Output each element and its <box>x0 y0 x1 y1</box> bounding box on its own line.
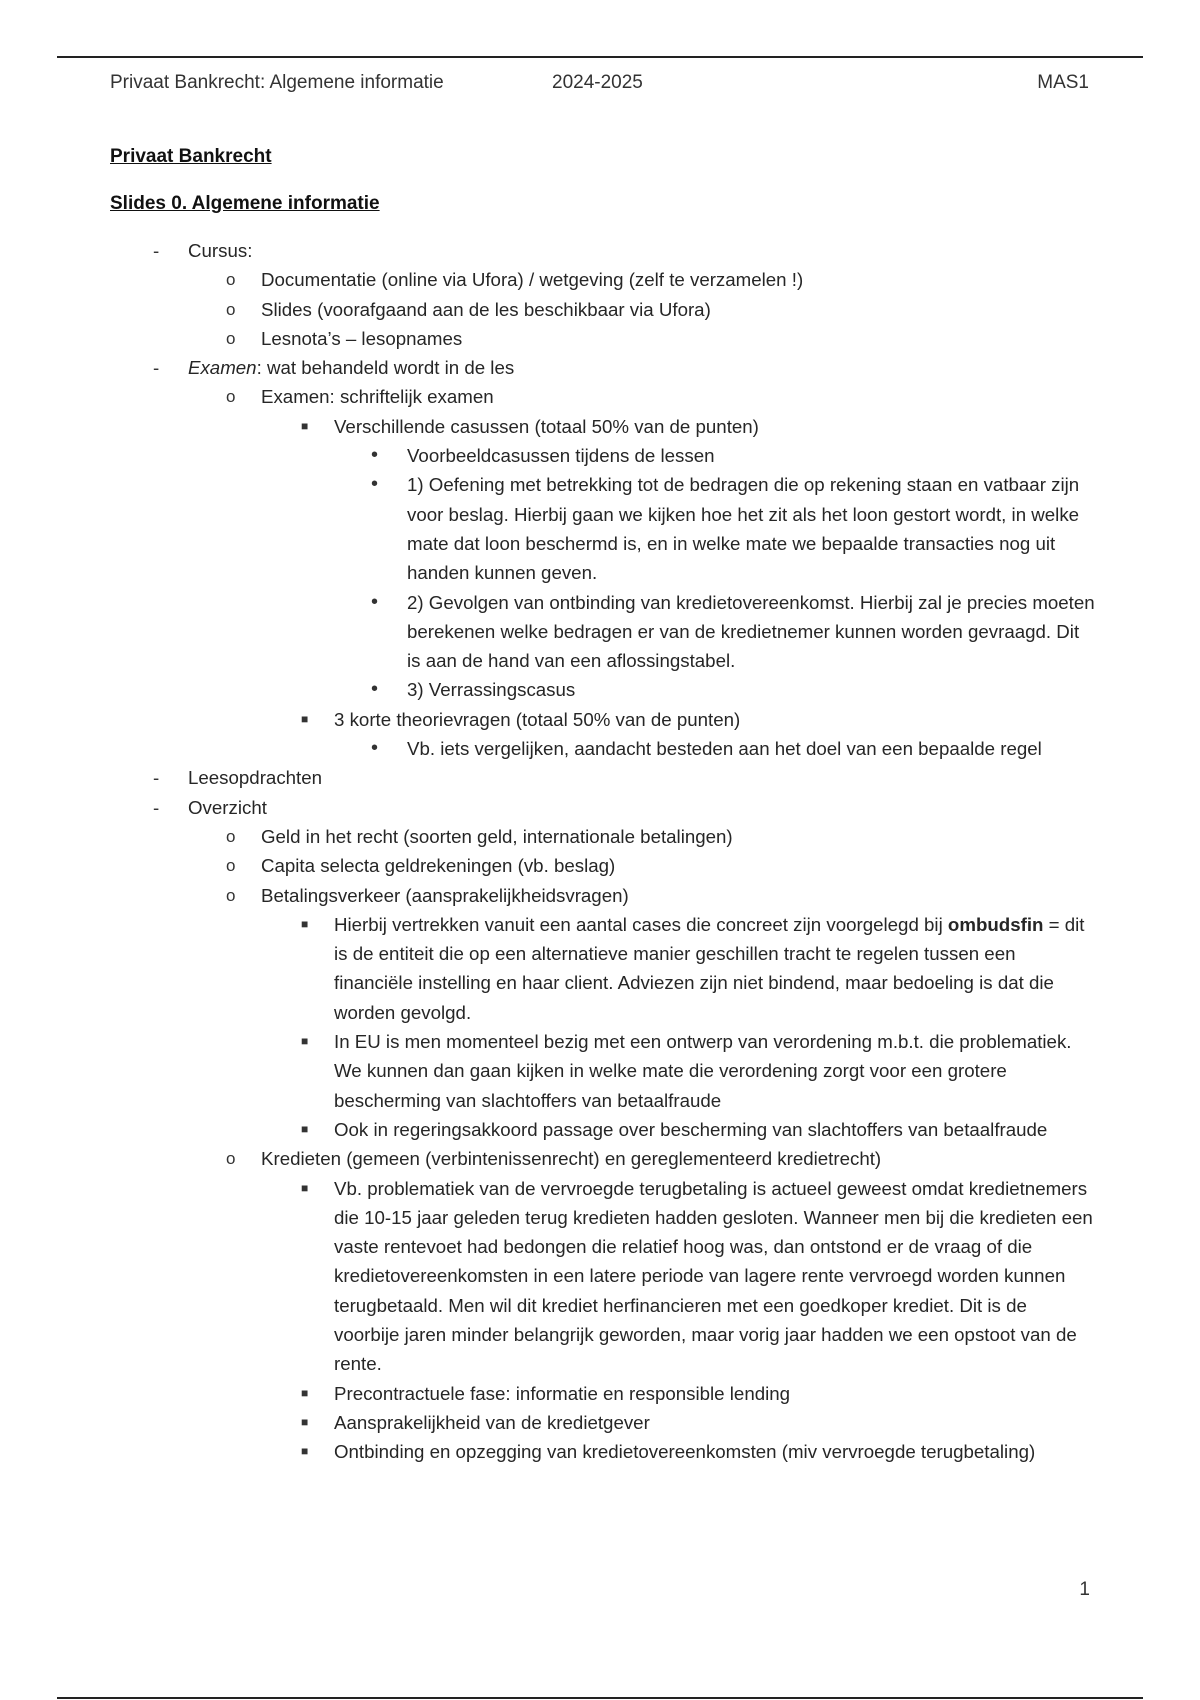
circle-bullet: o <box>226 885 236 905</box>
header-rule <box>57 56 1143 58</box>
square-bullet: ■ <box>301 1444 309 1459</box>
dash-bullet: - <box>153 240 160 261</box>
dash-bullet: - <box>153 796 160 818</box>
list-item: ■ Verschillende casussen (totaal 50% van de punten) <box>110 412 1095 441</box>
list-item: ■ Ook in regeringsakkoord passage over bescherming van slachtoffers van betaalfraude <box>110 1115 1095 1144</box>
list-item: o Documentatie (online via Ufora) / wetgeving (zelf te verzamelen !) <box>110 265 1095 294</box>
list-item: ■ Hierbij vertrekken vanuit een aantal cases die concreet zijn voorgelegd bij ombudsfin = dit is de entiteit die op een alternatieve manier geschillen tracht te regelen tussen een financiële instelling en haar client. Adviezen zijn niet bindend, maar bedoeling is dat die worden gevolgd. <box>110 910 1095 1027</box>
dash-bullet: - <box>153 357 160 379</box>
list-item: • 1) Oefening met betrekking tot de bedragen die op rekening staan en vatbaar zijn voor beslag. Hierbij gaan we kijken hoe het zit als het loon gestort wordt, in welke mate dat loon beschermd is, en in welke mate we bepaalde transacties nog uit handen kunnen geven. <box>110 470 1095 587</box>
list-item: o Lesnota’s – lesopnames <box>110 324 1095 353</box>
circle-bullet: o <box>226 1149 236 1169</box>
square-bullet: ■ <box>301 1180 309 1195</box>
document-title: Privaat Bankrecht <box>110 146 272 167</box>
list-item: o Slides (voorafgaand aan de les beschikbaar via Ufora) <box>110 295 1095 324</box>
header-course-code: MAS1 <box>1037 72 1089 93</box>
list-item: • Voorbeeldcasussen tijdens de lessen <box>110 441 1095 470</box>
circle-bullet: o <box>226 387 236 407</box>
circle-bullet: o <box>226 299 236 319</box>
list-item: - Cursus: <box>110 236 1095 265</box>
list-item: ■ Vb. problematiek van de vervroegde terugbetaling is actueel geweest omdat kredietnemers die 10-15 jaar geleden terug kredieten hadden gesloten. Wanneer men bij die kredieten een vaste rentevoet had bedongen die relatief hoog was, dan ontstond er de vraag of die kredietovereenkomsten in een latere periode van lagere rente vervroegd worden kunnen terugbetaald. Men wil dit krediet herfinancieren met een goedkoper krediet. Dit is de voorbije jaren minder belangrijk geworden, maar vorig jaar hadden we een opstoot van de rente. <box>110 1174 1095 1379</box>
list-item: • 3) Verrassingscasus <box>110 675 1095 704</box>
square-bullet: ■ <box>301 1414 309 1429</box>
square-bullet: ■ <box>301 711 309 726</box>
dot-bullet: • <box>371 678 379 701</box>
circle-bullet: o <box>226 856 236 876</box>
list-item: o Kredieten (gemeen (verbintenissenrecht) en gereglementeerd kredietrecht) <box>110 1144 1095 1173</box>
list-item: ■ Precontractuele fase: informatie en responsible lending <box>110 1379 1095 1408</box>
list-item: ■ 3 korte theorievragen (totaal 50% van de punten) <box>110 705 1095 734</box>
list-item: - Examen: wat behandeld wordt in de les <box>110 353 1095 382</box>
document-body <box>110 236 1095 1466</box>
dot-bullet: • <box>371 473 379 496</box>
list-item: ■ In EU is men momenteel bezig met een ontwerp van verordening m.b.t. die problematiek. We kunnen dan gaan kijken in welke mate die verordening zorgt voor een grotere bescherming van slachtoffers van betaalfraude <box>110 1027 1095 1115</box>
square-bullet: ■ <box>301 1034 309 1049</box>
dot-bullet: • <box>371 737 379 760</box>
square-bullet: ■ <box>301 1385 309 1400</box>
list-item: o Examen: schriftelijk examen <box>110 382 1095 411</box>
dash-bullet: - <box>153 767 160 789</box>
list-item: ■ Ontbinding en opzegging van kredietovereenkomsten (miv vervroegde terugbetaling) <box>110 1437 1095 1466</box>
dot-bullet: • <box>371 590 379 613</box>
square-bullet: ■ <box>301 418 309 433</box>
footer-rule <box>57 1697 1143 1699</box>
list-item: - Leesopdrachten <box>110 763 1095 792</box>
page-number: 1 <box>1079 1579 1090 1600</box>
list-item: ■ Aansprakelijkheid van de kredietgever <box>110 1408 1095 1437</box>
section-heading: Slides 0. Algemene informatie <box>110 193 380 214</box>
circle-bullet: o <box>226 826 236 846</box>
list-item: o Geld in het recht (soorten geld, internationale betalingen) <box>110 822 1095 851</box>
dot-bullet: • <box>371 444 379 467</box>
circle-bullet: o <box>226 328 236 348</box>
list-item: - Overzicht <box>110 793 1095 822</box>
list-item: o Betalingsverkeer (aansprakelijkheidsvragen) <box>110 881 1095 910</box>
header-title: Privaat Bankrecht: Algemene informatie <box>110 72 444 93</box>
square-bullet: ■ <box>301 1121 309 1136</box>
circle-bullet: o <box>226 270 236 290</box>
square-bullet: ■ <box>301 916 309 931</box>
list-item: • Vb. iets vergelijken, aandacht besteden aan het doel van een bepaalde regel <box>110 734 1095 763</box>
header-year: 2024-2025 <box>552 72 643 93</box>
list-item: • 2) Gevolgen van ontbinding van kredietovereenkomst. Hierbij zal je precies moeten berekenen welke bedragen er van de kredietnemer kunnen worden gevraagd. Dit is aan de hand van een aflossingstabel. <box>110 588 1095 676</box>
list-item: o Capita selecta geldrekeningen (vb. beslag) <box>110 851 1095 880</box>
